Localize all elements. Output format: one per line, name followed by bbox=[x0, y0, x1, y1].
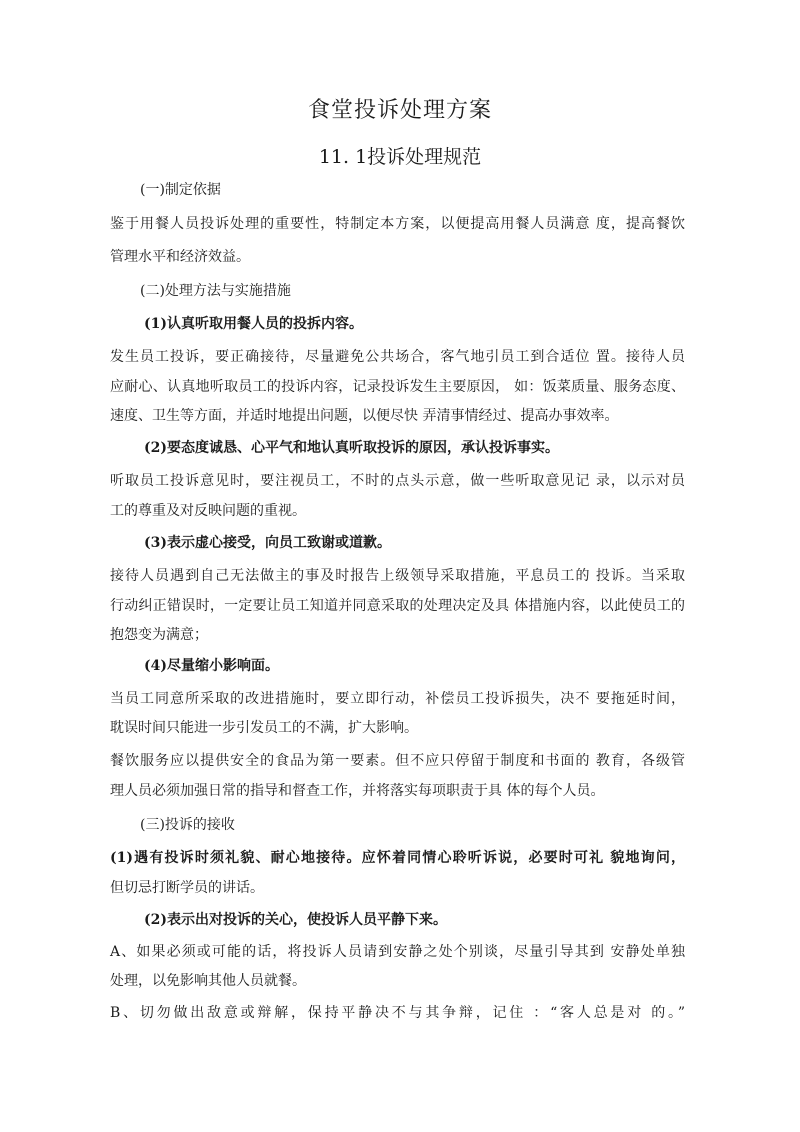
item-heading: (4)尽量缩小影响面。 bbox=[144, 658, 279, 674]
paragraph-line: 听取员工投诉意见时，要注视员工，不时的点头示意，做一些听取意见记 录，以示对员 bbox=[110, 473, 685, 489]
paragraph-line: 耽误时间只能进一步引发员工的不满，扩大影响。 bbox=[110, 720, 418, 736]
paragraph-line: 管理水平和经济效益。 bbox=[110, 249, 250, 265]
item-heading: (3)表示虚心接受，向员工致谢或道歉。 bbox=[144, 535, 391, 551]
paragraph-line: 接待人员遇到自己无法做主的事及时报告上级领导采取措施，平息员工的 投诉。当采取 bbox=[110, 568, 685, 584]
paragraph-line: 餐饮服务应以提供安全的食品为第一要素。但不应只停留于制度和书面的 教育，各级管 bbox=[110, 753, 685, 769]
paragraph-line: A、如果必须或可能的话，将投诉人员请到安静之处个别谈，尽量引导其到 安静处单独 bbox=[110, 944, 685, 960]
section-heading: 11. 1投诉处理规范 bbox=[318, 146, 482, 168]
paragraph-line: 处理，以免影响其他人员就餐。 bbox=[110, 973, 306, 989]
paragraph-line: 发生员工投诉，要正确接待，尽量避免公共场合，客气地引员工到合适位 置。接待人员 bbox=[110, 349, 685, 365]
item-heading: (1)认真听取用餐人员的投拆内容。 bbox=[144, 316, 363, 332]
item-heading: (2)要态度诚恳、心平气和地认真听取投诉的原因，承认投诉事实。 bbox=[144, 440, 559, 456]
paragraph-line: 但切忌打断学员的讲话。 bbox=[110, 880, 264, 896]
document-title: 食堂投诉处理方案 bbox=[307, 98, 492, 123]
paragraph-line: 应耐心、认真地听取员工的投诉内容，记录投诉发生主要原因， 如：饭菜质量、服务态度、 bbox=[110, 379, 685, 395]
heading-basis: (一)制定依据 bbox=[140, 182, 221, 198]
paragraph-line: 抱怨变为满意； bbox=[110, 627, 208, 643]
heading-methods: (二)处理方法与实施措施 bbox=[140, 283, 291, 299]
paragraph-line: 行动纠正错误时，一定要让员工知道并同意采取的处理决定及具 体措施内容，以此使员工的 bbox=[110, 598, 685, 614]
item-heading: (2)表示出对投诉的关心，使投诉人员平静下来。 bbox=[144, 912, 447, 928]
paragraph-line: 工的尊重及对反映问题的重视。 bbox=[110, 503, 306, 519]
paragraph-line: 速度、卫生等方面，并适时地提出问题，以便尽快 弄清事情经过、提高办事效率。 bbox=[110, 408, 619, 424]
paragraph-line: (1)遇有投诉时须礼貌、耐心地接待。应怀着同情心聆听诉说，必要时可礼 貌地询问， bbox=[110, 850, 685, 866]
paragraph-line: B、切勿做出敌意或辩解，保持平静决不与其争辩，记住 ：“客人总是对 的。” bbox=[110, 1005, 685, 1021]
heading-receiving: (三)投诉的接收 bbox=[140, 817, 235, 833]
paragraph-line: 鉴于用餐人员投诉处理的重要性，特制定本方案，以便提高用餐人员满意 度，提高餐饮 bbox=[110, 216, 685, 232]
paragraph-line: 理人员必须加强日常的指导和督查工作，并将落实每项职责于具 体的每个人员。 bbox=[110, 783, 605, 799]
paragraph-line: 当员工同意所采取的改进措施时，要立即行动，补偿员工投诉损失，决不 要拖延时间， bbox=[110, 691, 685, 707]
